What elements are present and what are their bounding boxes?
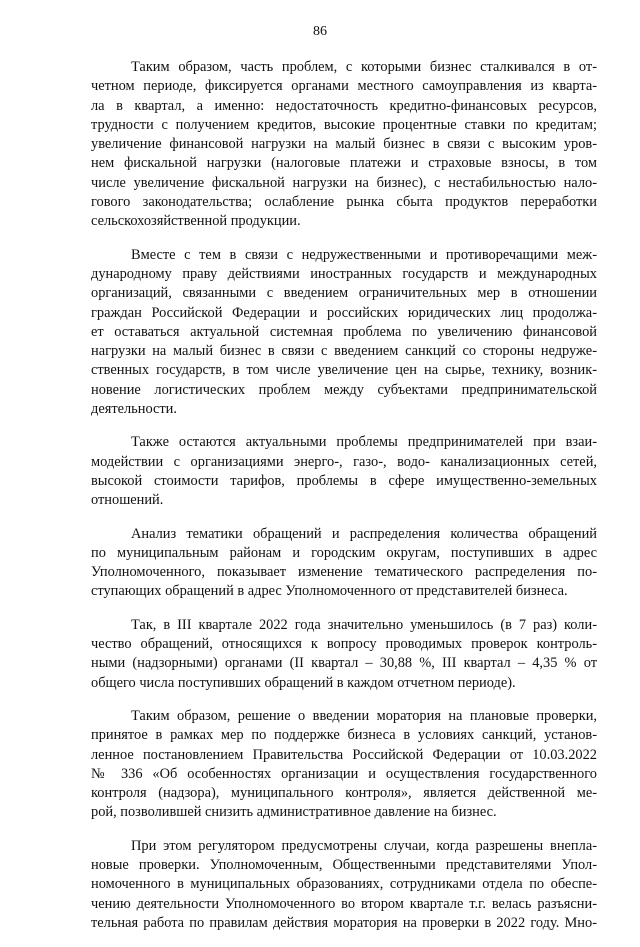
text-line: по муниципальным районам и городским округам, поступивших в адрес	[91, 544, 597, 561]
text-line: высокой стоимости тарифов, проблемы в сфере имущественно-земельных	[91, 472, 597, 489]
text-line: Уполномоченного, показывает изменение тематического распределения по-	[91, 564, 597, 581]
text-line: Анализ тематики обращений и распределения количества обращений	[131, 525, 597, 542]
text-line: деятельности.	[91, 401, 177, 418]
text-line: нагрузки на малый бизнес в связи с введением санкций со стороны недруже-	[91, 343, 597, 360]
paragraph	[91, 58, 597, 232]
text-line: граждан Российской Федерации и российских юридических лиц продолжа-	[91, 304, 597, 321]
text-line: числе увеличение фискальной нагрузки на бизнес), с нестабильностью нало-	[91, 174, 597, 191]
text-line: контроля (надзора), муниципального контроля», является действенной ме-	[91, 785, 597, 802]
paragraph	[91, 616, 597, 693]
text-line: гового законодательства; ослабление рынка сбыта продуктов переработки	[91, 194, 597, 211]
text-line: ет оставаться актуальной системная проблема по увеличению финансовой	[91, 323, 597, 340]
text-line: ными (надзорными) органами (II квартал – 30,88 %, III квартал – 4,35 % от	[91, 655, 597, 672]
text-line: организаций, связанными с введением ограничительных мер в отношении	[91, 285, 597, 302]
text-line: четном периоде, фиксируется органами местного самоуправления из кварта-	[91, 78, 597, 95]
text-line: сельскохозяйственной продукции.	[91, 213, 301, 230]
text-line: Так, в III квартале 2022 года значительно уменьшилось (в 7 раз) коли-	[131, 616, 597, 633]
text-line: Таким образом, часть проблем, с которыми бизнес сталкивался в от-	[131, 59, 597, 75]
text-line: ленное постановлением Правительства Российской Федерации от 10.03.2022	[91, 746, 597, 763]
text-line: Таким образом, решение о введении моратория на плановые проверки,	[131, 707, 597, 724]
text-line: тельная работа по правилам действия моратория на проверки в 2022 году. Мно-	[91, 914, 597, 931]
text-line: номоченного в муниципальных образованиях, сотрудниками отдела по обеспе-	[91, 876, 597, 893]
text-line: Вместе с тем в связи с недружественными и противоречащими меж-	[131, 246, 597, 263]
text-line: нем фискальной нагрузки (налоговые платежи и страховые взносы, в том	[91, 155, 597, 172]
paragraph	[91, 525, 597, 602]
text-line: чество обращений, относящихся к вопросу проводимых проверок контроль-	[91, 636, 597, 653]
document-body	[91, 58, 597, 947]
text-line: увеличение финансовой нагрузки на малый бизнес в связи с высоким уров-	[91, 136, 597, 153]
text-line: отношений.	[91, 492, 164, 509]
text-line: рой, позволившей снизить административное давление на бизнес.	[91, 804, 497, 821]
text-line: общего числа поступивших обращений в каждом отчетном периоде).	[91, 674, 516, 691]
paragraph	[91, 246, 597, 420]
text-line: принятое в рамках мер по поддержке бизнеса в условиях санкций, установ-	[91, 727, 597, 744]
paragraph	[91, 707, 597, 823]
text-line: чению деятельности Уполномоченного во втором квартале т.г. велась разъясни-	[91, 895, 597, 912]
paragraph	[91, 837, 597, 933]
text-line: новые проверки. Уполномоченным, Общественными представителями Упол-	[91, 856, 597, 873]
text-line: дународному праву действиями иностранных государств и международных	[91, 265, 597, 282]
text-line: модействии с организациями энерго-, газо-, водо- канализационных сетей,	[91, 453, 597, 470]
text-line: трудности с получением кредитов, высокие процентные ставки по кредитам;	[91, 116, 597, 133]
text-line: ла в квартал, а именно: недостаточность кредитно-финансовых ресурсов,	[91, 97, 597, 114]
text-line: № 336 «Об особенностях организации и осуществления государственного	[91, 765, 597, 782]
paragraph	[91, 433, 597, 510]
text-line: ственных государств, в том числе увеличение цен на сырье, технику, возник-	[91, 362, 597, 379]
page-number: 86	[313, 24, 327, 39]
text-line: При этом регулятором предусмотрены случаи, когда разрешены внепла-	[131, 837, 597, 854]
text-line: Также остаются актуальными проблемы предпринимателей при взаи-	[131, 434, 597, 451]
text-line: новение логистических проблем между субъектами предпринимательской	[91, 381, 597, 398]
text-line: ступающих обращений в адрес Уполномоченного от представителей бизнеса.	[91, 583, 568, 600]
